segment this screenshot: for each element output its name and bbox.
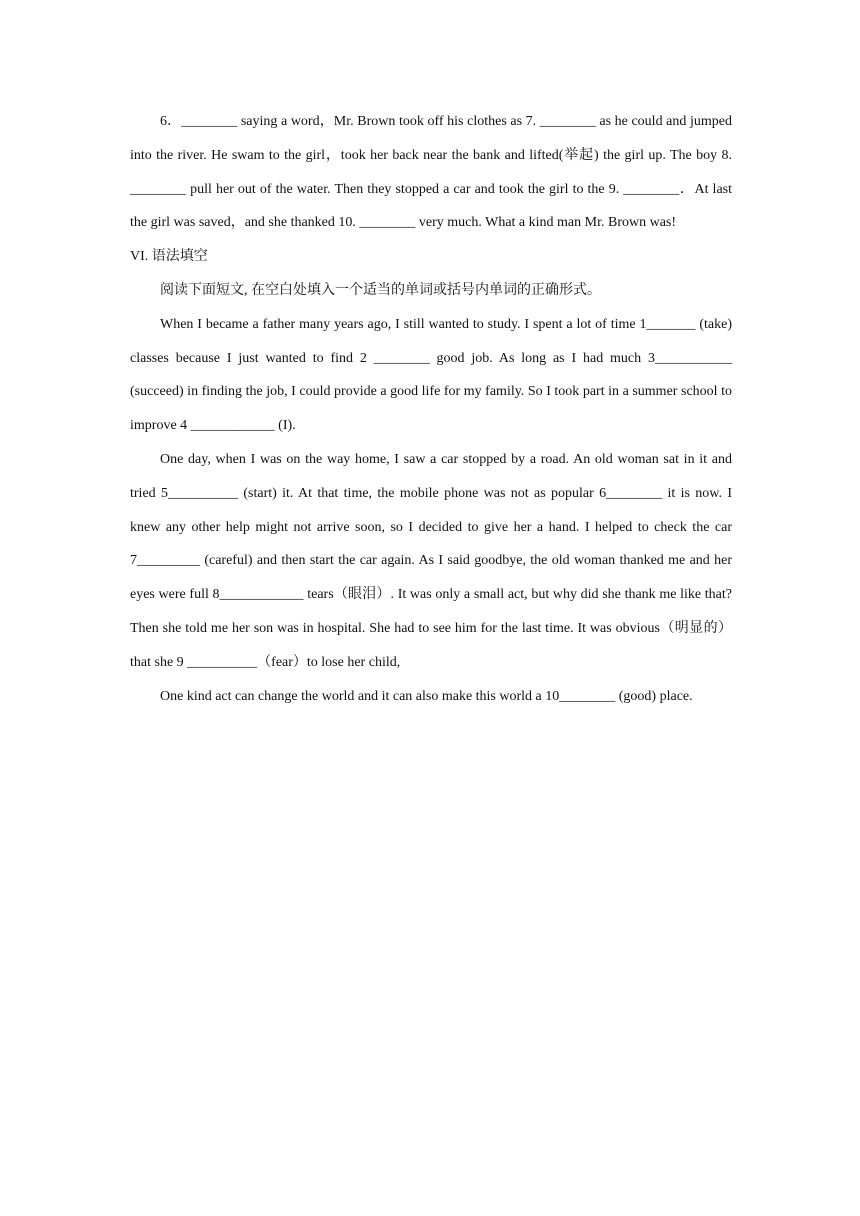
section-instruction: 阅读下面短文, 在空白处填入一个适当的单词或括号内单词的正确形式。 bbox=[160, 282, 601, 298]
paragraph-2: One day, when I was on the way home, I saw a car stopped by a road. An old woman sat in it and tried 5__________ (start) it. At that time, the mobile phone was not as popular 6________ it is now. I knew any other help might not arrive soon, so I decided to give her a hand. I helped to check the car 7_________ (careful) and then start the car again. As I said goodbye, the old woman thanked me and her eyes were full 8____________ tears（眼泪）. It was only a small act, but why did she thank me like that? Then she told me her son was in hospital. She had to see him for the last time. It was obvious（明显的）that she 9 __________（fear）to lose her child, bbox=[130, 451, 732, 670]
passage-continuation: 6．________ saying a word，Mr. Brown took off his clothes as 7. ________ as he could and jumped into the river. He swam to the girl，took her back near the bank and lifted(举起) the girl up. The boy 8. ________ pull her out of the water. Then they stopped a car and took the girl to the 9. ________．At last the girl was saved，and she thanked 10. ________ very much. What a kind man Mr. Brown was! bbox=[130, 114, 732, 231]
paragraph-1: When I became a father many years ago, I still wanted to study. I spent a lot of time 1_______ (take) classes because I just wanted to find 2 ________ good job. As long as I had much 3___________ (succeed) in finding the job, I could provide a good life for my family. So I took part in a summer school to improve 4 ____________ (I). bbox=[130, 316, 732, 434]
section-heading: VI. 语法填空 bbox=[130, 249, 208, 265]
document-page bbox=[130, 105, 732, 713]
paragraph-3: One kind act can change the world and it can also make this world a 10________ (good) place. bbox=[160, 688, 693, 704]
